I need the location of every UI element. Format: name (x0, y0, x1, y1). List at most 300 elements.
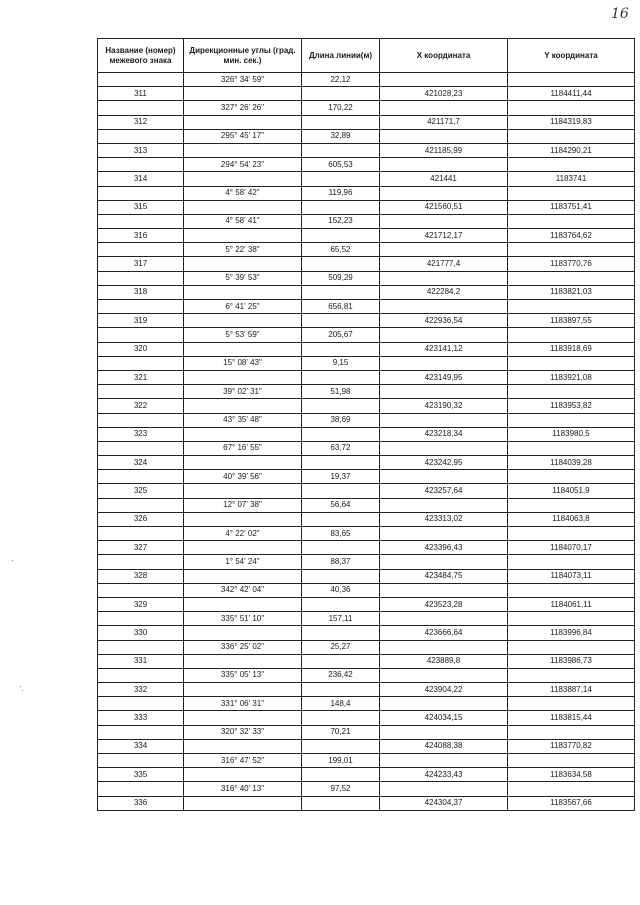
x-coordinate-cell (380, 186, 508, 200)
x-coordinate-cell (380, 271, 508, 285)
table-row (98, 768, 635, 782)
segment-row (98, 271, 635, 285)
table-row (98, 115, 635, 129)
line-length-cell (302, 229, 380, 243)
y-coordinate-cell: 1183887,14 (508, 683, 635, 697)
x-coordinate-cell (380, 385, 508, 399)
x-coordinate-cell (380, 754, 508, 768)
x-coordinate-cell (380, 725, 508, 739)
segment-row (98, 214, 635, 228)
mark-name-cell (98, 527, 184, 541)
direction-angle-cell (184, 115, 302, 129)
x-coordinate-cell (380, 527, 508, 541)
mark-name-cell (98, 158, 184, 172)
mark-name-cell: 331 (98, 654, 184, 668)
segment-row (98, 243, 635, 257)
line-length-cell: 199,01 (302, 754, 380, 768)
line-length-cell (302, 626, 380, 640)
segment-row (98, 101, 635, 115)
line-length-cell: 63,72 (302, 441, 380, 455)
mark-name-cell: 333 (98, 711, 184, 725)
y-coordinate-cell (508, 612, 635, 626)
direction-angle-cell (184, 711, 302, 725)
boundary-marks-table (97, 38, 635, 811)
mark-name-cell (98, 413, 184, 427)
line-length-cell: 65,52 (302, 243, 380, 257)
line-length-cell (302, 314, 380, 328)
x-coordinate-cell (380, 782, 508, 796)
y-coordinate-cell (508, 555, 635, 569)
mark-name-cell: 313 (98, 143, 184, 157)
table-row (98, 427, 635, 441)
segment-row (98, 498, 635, 512)
line-length-cell (302, 739, 380, 753)
mark-name-cell: 322 (98, 399, 184, 413)
y-coordinate-cell (508, 668, 635, 682)
direction-angle-cell: 326° 34' 59" (184, 73, 302, 87)
mark-name-cell (98, 612, 184, 626)
direction-angle-cell: 335° 51' 10" (184, 612, 302, 626)
y-coordinate-cell: 1183751,41 (508, 200, 635, 214)
table-row (98, 484, 635, 498)
mark-name-cell (98, 271, 184, 285)
line-length-cell (302, 172, 380, 186)
table-row (98, 683, 635, 697)
line-length-cell: 83,65 (302, 527, 380, 541)
x-coordinate-cell: 421171,7 (380, 115, 508, 129)
y-coordinate-cell (508, 640, 635, 654)
table-row (98, 626, 635, 640)
direction-angle-cell: 6° 41' 25" (184, 300, 302, 314)
direction-angle-cell (184, 172, 302, 186)
line-length-cell (302, 796, 380, 810)
direction-angle-cell (184, 370, 302, 384)
x-coordinate-cell (380, 612, 508, 626)
y-coordinate-cell (508, 725, 635, 739)
line-length-cell: 205,67 (302, 328, 380, 342)
line-length-cell: 148,4 (302, 697, 380, 711)
direction-angle-cell (184, 285, 302, 299)
x-coordinate-cell: 424034,15 (380, 711, 508, 725)
table-row (98, 257, 635, 271)
segment-row (98, 441, 635, 455)
table-row (98, 541, 635, 555)
mark-name-cell: 335 (98, 768, 184, 782)
x-coordinate-cell (380, 356, 508, 370)
y-coordinate-cell: 1184073,11 (508, 569, 635, 583)
x-coordinate-cell: 421712,17 (380, 229, 508, 243)
y-coordinate-cell: 1183770,82 (508, 739, 635, 753)
line-length-cell: 19,37 (302, 470, 380, 484)
segment-row (98, 73, 635, 87)
y-coordinate-cell: 1183897,55 (508, 314, 635, 328)
x-coordinate-cell: 423523,28 (380, 597, 508, 611)
table-row (98, 342, 635, 356)
x-coordinate-cell: 424304,37 (380, 796, 508, 810)
y-coordinate-cell: 1184063,8 (508, 512, 635, 526)
mark-name-cell (98, 470, 184, 484)
line-length-cell (302, 342, 380, 356)
line-length-cell (302, 597, 380, 611)
mark-name-cell (98, 640, 184, 654)
direction-angle-cell: 295° 45' 17" (184, 129, 302, 143)
line-length-cell: 38,69 (302, 413, 380, 427)
table-row (98, 370, 635, 384)
mark-name-cell: 334 (98, 739, 184, 753)
direction-angle-cell: 4° 58' 41" (184, 214, 302, 228)
mark-name-cell: 323 (98, 427, 184, 441)
line-length-cell: 119,96 (302, 186, 380, 200)
mark-name-cell: 325 (98, 484, 184, 498)
table-header (98, 39, 635, 73)
line-length-cell: 25,27 (302, 640, 380, 654)
segment-row (98, 612, 635, 626)
table-row (98, 711, 635, 725)
x-coordinate-cell (380, 555, 508, 569)
line-length-cell (302, 427, 380, 441)
direction-angle-cell (184, 739, 302, 753)
direction-angle-cell: 5° 39' 53" (184, 271, 302, 285)
line-length-cell (302, 87, 380, 101)
segment-row (98, 555, 635, 569)
header-x-coordinate: X координата (380, 39, 508, 73)
y-coordinate-cell: 1183921,08 (508, 370, 635, 384)
y-coordinate-cell (508, 243, 635, 257)
direction-angle-cell: 15° 08' 43" (184, 356, 302, 370)
scan-speck (22, 690, 23, 691)
direction-angle-cell (184, 87, 302, 101)
direction-angle-cell: 327° 26' 26" (184, 101, 302, 115)
mark-name-cell (98, 186, 184, 200)
direction-angle-cell (184, 229, 302, 243)
segment-row (98, 725, 635, 739)
line-length-cell (302, 541, 380, 555)
header-row (98, 39, 635, 73)
header-line-length: Длина линии(м) (302, 39, 380, 73)
x-coordinate-cell (380, 328, 508, 342)
direction-angle-cell (184, 427, 302, 441)
mark-name-cell (98, 243, 184, 257)
line-length-cell (302, 257, 380, 271)
line-length-cell (302, 285, 380, 299)
direction-angle-cell: 1° 54' 24" (184, 555, 302, 569)
table-row (98, 399, 635, 413)
direction-angle-cell (184, 143, 302, 157)
line-length-cell (302, 484, 380, 498)
x-coordinate-cell (380, 640, 508, 654)
line-length-cell (302, 143, 380, 157)
direction-angle-cell (184, 257, 302, 271)
line-length-cell: 605,53 (302, 158, 380, 172)
direction-angle-cell: 336° 25' 02" (184, 640, 302, 654)
y-coordinate-cell (508, 271, 635, 285)
direction-angle-cell: 40° 39' 56" (184, 470, 302, 484)
line-length-cell: 236,42 (302, 668, 380, 682)
y-coordinate-cell (508, 754, 635, 768)
y-coordinate-cell (508, 470, 635, 484)
x-coordinate-cell: 423149,95 (380, 370, 508, 384)
y-coordinate-cell: 1183996,84 (508, 626, 635, 640)
x-coordinate-cell: 423218,34 (380, 427, 508, 441)
x-coordinate-cell: 421028,23 (380, 87, 508, 101)
direction-angle-cell (184, 200, 302, 214)
direction-angle-cell (184, 654, 302, 668)
y-coordinate-cell (508, 527, 635, 541)
y-coordinate-cell (508, 441, 635, 455)
segment-row (98, 328, 635, 342)
x-coordinate-cell (380, 470, 508, 484)
x-coordinate-cell (380, 129, 508, 143)
x-coordinate-cell: 421441 (380, 172, 508, 186)
table-row (98, 314, 635, 328)
mark-name-cell (98, 498, 184, 512)
mark-name-cell (98, 725, 184, 739)
y-coordinate-cell: 1183634,58 (508, 768, 635, 782)
y-coordinate-cell: 1184319,83 (508, 115, 635, 129)
mark-name-cell (98, 300, 184, 314)
mark-name-cell (98, 385, 184, 399)
y-coordinate-cell: 1183918,69 (508, 342, 635, 356)
mark-name-cell: 324 (98, 456, 184, 470)
line-length-cell: 9,15 (302, 356, 380, 370)
mark-name-cell: 314 (98, 172, 184, 186)
mark-name-cell: 329 (98, 597, 184, 611)
y-coordinate-cell (508, 300, 635, 314)
mark-name-cell (98, 555, 184, 569)
mark-name-cell: 311 (98, 87, 184, 101)
direction-angle-cell: 5° 53' 59" (184, 328, 302, 342)
direction-angle-cell (184, 569, 302, 583)
x-coordinate-cell: 423190,32 (380, 399, 508, 413)
y-coordinate-cell: 1183770,76 (508, 257, 635, 271)
x-coordinate-cell (380, 300, 508, 314)
line-length-cell: 656,81 (302, 300, 380, 314)
table-row (98, 143, 635, 157)
direction-angle-cell: 43° 35' 48" (184, 413, 302, 427)
y-coordinate-cell (508, 356, 635, 370)
x-coordinate-cell (380, 441, 508, 455)
y-coordinate-cell: 1183980,5 (508, 427, 635, 441)
line-length-cell (302, 512, 380, 526)
direction-angle-cell (184, 342, 302, 356)
y-coordinate-cell: 1183567,66 (508, 796, 635, 810)
mark-name-cell (98, 583, 184, 597)
line-length-cell (302, 200, 380, 214)
y-coordinate-cell: 1183986,73 (508, 654, 635, 668)
x-coordinate-cell: 422936,54 (380, 314, 508, 328)
table-body (98, 73, 635, 811)
y-coordinate-cell (508, 101, 635, 115)
segment-row (98, 640, 635, 654)
mark-name-cell: 319 (98, 314, 184, 328)
line-length-cell (302, 569, 380, 583)
x-coordinate-cell: 423396,43 (380, 541, 508, 555)
mark-name-cell: 316 (98, 229, 184, 243)
table-row (98, 172, 635, 186)
direction-angle-cell (184, 399, 302, 413)
segment-row (98, 385, 635, 399)
mark-name-cell (98, 697, 184, 711)
header-y-coordinate: Y координата (508, 39, 635, 73)
segment-row (98, 697, 635, 711)
line-length-cell: 88,37 (302, 555, 380, 569)
direction-angle-cell: 331° 06' 31" (184, 697, 302, 711)
table-row (98, 796, 635, 810)
y-coordinate-cell: 1184411,44 (508, 87, 635, 101)
y-coordinate-cell (508, 129, 635, 143)
direction-angle-cell (184, 683, 302, 697)
mark-name-cell: 318 (98, 285, 184, 299)
line-length-cell (302, 115, 380, 129)
x-coordinate-cell: 423242,95 (380, 456, 508, 470)
direction-angle-cell: 5° 22' 38" (184, 243, 302, 257)
table-row (98, 569, 635, 583)
x-coordinate-cell: 423666,64 (380, 626, 508, 640)
x-coordinate-cell (380, 243, 508, 257)
y-coordinate-cell (508, 186, 635, 200)
direction-angle-cell: 320° 32' 33" (184, 725, 302, 739)
direction-angle-cell: 335° 05' 13" (184, 668, 302, 682)
direction-angle-cell (184, 314, 302, 328)
x-coordinate-cell: 423904,22 (380, 683, 508, 697)
y-coordinate-cell: 1183953,82 (508, 399, 635, 413)
segment-row (98, 158, 635, 172)
segment-row (98, 782, 635, 796)
x-coordinate-cell: 423313,02 (380, 512, 508, 526)
direction-angle-cell: 4° 22' 02" (184, 527, 302, 541)
line-length-cell: 70,21 (302, 725, 380, 739)
x-coordinate-cell: 423484,75 (380, 569, 508, 583)
direction-angle-cell (184, 768, 302, 782)
segment-row (98, 129, 635, 143)
mark-name-cell (98, 356, 184, 370)
line-length-cell: 22,12 (302, 73, 380, 87)
segment-row (98, 413, 635, 427)
page-number: 16 (611, 6, 629, 22)
direction-angle-cell (184, 512, 302, 526)
line-length-cell: 170,22 (302, 101, 380, 115)
direction-angle-cell (184, 484, 302, 498)
segment-row (98, 583, 635, 597)
y-coordinate-cell: 1184070,17 (508, 541, 635, 555)
segment-row (98, 300, 635, 314)
y-coordinate-cell: 1183821,03 (508, 285, 635, 299)
mark-name-cell: 330 (98, 626, 184, 640)
mark-name-cell: 320 (98, 342, 184, 356)
line-length-cell: 40,36 (302, 583, 380, 597)
x-coordinate-cell (380, 73, 508, 87)
line-length-cell (302, 399, 380, 413)
mark-name-cell: 336 (98, 796, 184, 810)
y-coordinate-cell (508, 697, 635, 711)
table-row (98, 285, 635, 299)
mark-name-cell (98, 328, 184, 342)
direction-angle-cell: 316° 47' 52" (184, 754, 302, 768)
x-coordinate-cell (380, 583, 508, 597)
y-coordinate-cell (508, 583, 635, 597)
mark-name-cell: 312 (98, 115, 184, 129)
line-length-cell (302, 768, 380, 782)
y-coordinate-cell: 1184290,21 (508, 143, 635, 157)
x-coordinate-cell: 423257,64 (380, 484, 508, 498)
x-coordinate-cell (380, 697, 508, 711)
y-coordinate-cell (508, 158, 635, 172)
y-coordinate-cell: 1183741 (508, 172, 635, 186)
x-coordinate-cell (380, 413, 508, 427)
direction-angle-cell (184, 626, 302, 640)
table-row (98, 654, 635, 668)
mark-name-cell (98, 441, 184, 455)
direction-angle-cell: 12° 07' 38" (184, 498, 302, 512)
y-coordinate-cell: 1184039,28 (508, 456, 635, 470)
direction-angle-cell (184, 796, 302, 810)
y-coordinate-cell: 1184061,11 (508, 597, 635, 611)
line-length-cell (302, 456, 380, 470)
segment-row (98, 356, 635, 370)
direction-angle-cell: 342° 42' 04" (184, 583, 302, 597)
line-length-cell: 97,52 (302, 782, 380, 796)
y-coordinate-cell (508, 782, 635, 796)
mark-name-cell (98, 214, 184, 228)
segment-row (98, 186, 635, 200)
x-coordinate-cell: 421777,4 (380, 257, 508, 271)
table-row (98, 739, 635, 753)
x-coordinate-cell: 421185,99 (380, 143, 508, 157)
x-coordinate-cell (380, 158, 508, 172)
mark-name-cell: 315 (98, 200, 184, 214)
line-length-cell: 157,11 (302, 612, 380, 626)
mark-name-cell (98, 101, 184, 115)
y-coordinate-cell: 1183764,62 (508, 229, 635, 243)
direction-angle-cell: 67° 16' 55" (184, 441, 302, 455)
direction-angle-cell (184, 597, 302, 611)
y-coordinate-cell: 1183815,44 (508, 711, 635, 725)
table-row (98, 456, 635, 470)
x-coordinate-cell (380, 214, 508, 228)
x-coordinate-cell (380, 498, 508, 512)
y-coordinate-cell: 1184051,9 (508, 484, 635, 498)
segment-row (98, 754, 635, 768)
direction-angle-cell (184, 456, 302, 470)
mark-name-cell (98, 754, 184, 768)
header-direction-angle: Дирекционные углы (град. мин. сек.) (184, 39, 302, 73)
mark-name-cell: 332 (98, 683, 184, 697)
table-row (98, 229, 635, 243)
mark-name-cell: 321 (98, 370, 184, 384)
table-row (98, 87, 635, 101)
mark-name-cell (98, 129, 184, 143)
y-coordinate-cell (508, 498, 635, 512)
line-length-cell: 152,23 (302, 214, 380, 228)
x-coordinate-cell: 423889,8 (380, 654, 508, 668)
x-coordinate-cell: 424088,38 (380, 739, 508, 753)
line-length-cell: 51,98 (302, 385, 380, 399)
line-length-cell: 32,89 (302, 129, 380, 143)
direction-angle-cell (184, 541, 302, 555)
line-length-cell: 509,29 (302, 271, 380, 285)
table-row (98, 200, 635, 214)
header-mark-name: Название (номер) межевого знака (98, 39, 184, 73)
segment-row (98, 527, 635, 541)
line-length-cell: 56,64 (302, 498, 380, 512)
y-coordinate-cell (508, 214, 635, 228)
mark-name-cell: 326 (98, 512, 184, 526)
x-coordinate-cell (380, 668, 508, 682)
y-coordinate-cell (508, 328, 635, 342)
x-coordinate-cell: 424233,43 (380, 768, 508, 782)
direction-angle-cell: 39° 02' 31" (184, 385, 302, 399)
line-length-cell (302, 683, 380, 697)
